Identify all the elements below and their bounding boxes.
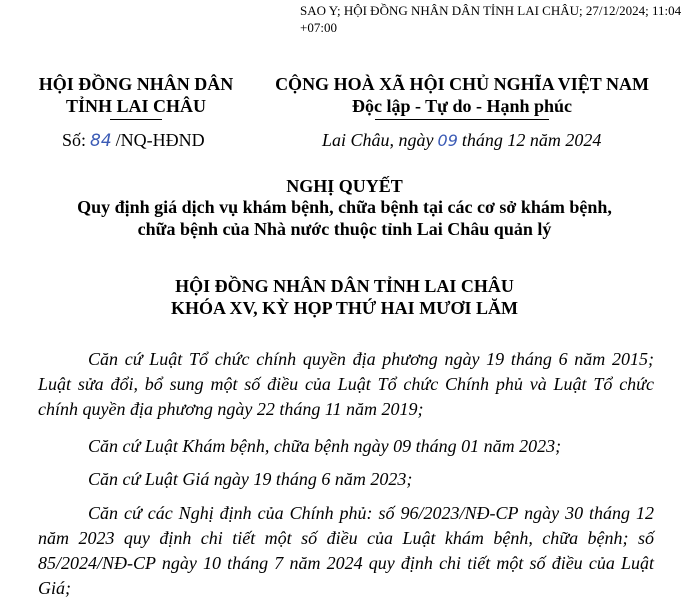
legal-basis-paragraph xyxy=(38,434,654,459)
place-suffix: tháng 12 năm 2024 xyxy=(461,130,602,150)
handwritten-number: 84 xyxy=(90,131,112,151)
motto-underline xyxy=(375,119,549,120)
document-type: NGHỊ QUYẾT xyxy=(286,176,403,196)
place-prefix: Lai Châu, ngày xyxy=(322,130,434,150)
document-subject-line-2: chữa bệnh của Nhà nước thuộc tỉnh Lai Châu quản lý xyxy=(137,219,552,239)
agency-name-line-1: HỘI ĐỒNG NHÂN DÂN xyxy=(38,74,234,94)
legal-basis-paragraph xyxy=(38,347,654,422)
legal-basis-paragraph xyxy=(38,467,654,492)
document-number xyxy=(62,130,205,151)
legal-basis-paragraph xyxy=(38,501,654,601)
paragraph-text: Căn cứ Luật Tổ chức chính quyền địa phương ngày 19 tháng 6 năm 2015; Luật sửa đổi, bổ sung một số điều của Luật Tổ chức Chính phủ và Luật Tổ chức chính quyền địa phương ngày 22 tháng 11 năm 2019; xyxy=(38,349,654,419)
stamp-line-1: SAO Y; HỘI ĐỒNG NHÂN DÂN TỈNH LAI CHÂU; 27/12/2024; 11:04 xyxy=(300,3,682,18)
place-and-date xyxy=(322,130,601,151)
handwritten-day: 09 xyxy=(437,131,458,150)
number-suffix: /NQ-HĐND xyxy=(115,130,205,150)
paragraph-text: Căn cứ các Nghị định của Chính phủ: số 96/2023/NĐ-CP ngày 30 tháng 12 năm 2023 quy định chi tiết một số điều của Luật khám bệnh, chữa bệnh; số 85/2024/NĐ-CP ngày 10 tháng 7 năm 2024 quy định chi tiết một số điều của Luật Giá; xyxy=(38,503,654,598)
agency-underline xyxy=(110,119,162,120)
paragraph-text: Căn cứ Luật Khám bệnh, chữa bệnh ngày 09 tháng 01 năm 2023; xyxy=(88,436,562,456)
number-prefix: Số: xyxy=(62,130,87,150)
digital-copy-stamp xyxy=(300,2,681,36)
national-motto: Độc lập - Tự do - Hạnh phúc xyxy=(351,96,573,116)
stamp-line-2: +07:00 xyxy=(300,20,337,35)
council-session: KHÓA XV, KỲ HỌP THỨ HAI MƯƠI LĂM xyxy=(170,298,519,318)
paragraph-text: Căn cứ Luật Giá ngày 19 tháng 6 năm 2023; xyxy=(88,469,413,489)
document-subject-line-1: Quy định giá dịch vụ khám bệnh, chữa bệnh tại các cơ sở khám bệnh, xyxy=(77,197,612,217)
council-name: HỘI ĐỒNG NHÂN DÂN TỈNH LAI CHÂU xyxy=(175,276,514,296)
agency-name-line-2: TỈNH LAI CHÂU xyxy=(65,96,207,116)
national-title: CỘNG HOÀ XÃ HỘI CHỦ NGHĨA VIỆT NAM xyxy=(275,74,649,94)
